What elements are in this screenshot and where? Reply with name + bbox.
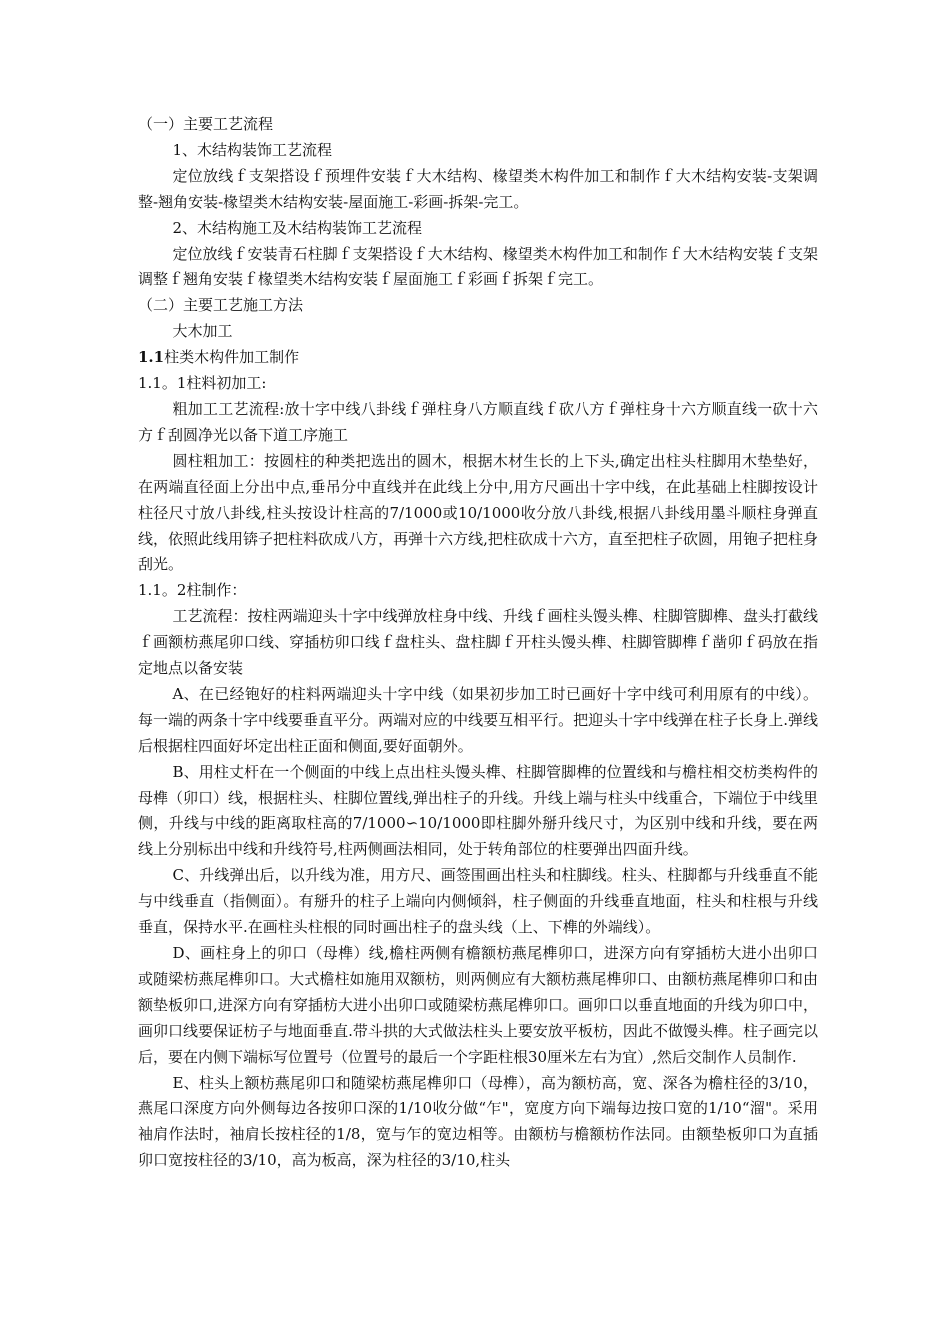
heading-number: 1.1 [138,348,165,367]
subheading-wood-decoration-process: 1、木结构装饰工艺流程 [172,140,333,159]
paragraph-step-d: D、画柱身上的卯口（母榫）线,檐柱两侧有檐额枋燕尾榫卯口，进深方向有穿插枋大进小出卯口或随梁枋燕尾榫卯口。大式檐柱如施用双额枋，则两侧应有大额枋燕尾榫卯口、由额枋燕尾榫卯口和由额垫板卯口,进深方向有穿插枋大进小出卯口或随梁枋燕尾榫卯口。画卯口以垂直地面的升线为卯口中，画卯口线要保证枋子与地面垂直.带斗拱的大式做法柱头上要安放平板枋，因此不做馒头榫。柱子画完以后，要在内侧下端标写位置号（位置号的最后一个字距柱根30厘米左右为宜）,然后交制作人员制作. [138,944,818,1066]
paragraph-column-process-flow: 工艺流程：按柱两端迎头十字中线弹放柱身中线、升线ｆ画柱头馒头榫、柱脚管脚榫、盘头打截线ｆ画额枋燕尾卯口线、穿插枋卯口线ｆ盘柱头、盘柱脚ｆ开柱头馒头榫、柱脚管脚榫ｆ凿卯ｆ码放在指定地点以备安装 [138,607,818,678]
document-body [138,112,818,1174]
paragraph-rough-process-flow: 粗加工工艺流程:放十字中线八卦线ｆ弹柱身八方顺直线ｆ砍八方ｆ弹柱身十六方顺直线一砍十六方ｆ刮圆净光以备下道工序施工 [138,399,818,444]
section-heading-process: （一）主要工艺流程 [138,115,274,133]
paragraph-wood-construction-steps: 定位放线ｆ安装青石柱脚ｆ支架搭设ｆ大木结构、椽望类木构件加工和制作ｆ大木结构安装ｆ支架调整ｆ翘角安装ｆ椽望类木结构安装ｆ屋面施工ｆ彩画ｆ拆架ｆ完工。 [138,244,818,289]
subheading-column-rough-processing: 1.1。1柱料初加工: [138,374,267,393]
subheading-timber-processing: 大木加工 [172,322,233,341]
paragraph-step-a: A、在已经铇好的柱料两端迎头十字中线（如果初步加工时已画好十字中线可利用原有的中线）。每一端的两条十字中线要垂直平分。两端对应的中线要互相平行。把迎头十字中线弹在柱子长身上.弹线后根据柱四面好坏定出柱正面和侧面,要好面朝外。 [138,684,818,755]
paragraph-round-column-rough: 圆柱粗加工：按圆柱的种类把选出的圆木，根据木材生长的上下头,确定出柱头柱脚用木垫垫好，在两端直径面上分出中点,垂吊分中直线并在此线上分中,用方尺画出十字中线，在此基础上柱脚按设计柱径尺寸放八卦线,柱头按设计柱高的7/1000或10/1000收分放八卦线,根据八卦线用墨斗顺柱身弹直线，依照此线用锛子把柱料砍成八方，再弹十六方线,把柱砍成十六方，直至把柱子砍圆，用铇子把柱身刮光。 [138,451,818,574]
heading-text: 柱类木构件加工制作 [164,348,300,367]
heading-column-fabrication [138,345,818,371]
subheading-wood-construction-process: 2、木结构施工及木结构装饰工艺流程 [172,218,423,237]
paragraph-step-b: B、用柱丈杆在一个侧面的中线上点出柱头馒头榫、柱脚管脚榫的位置线和与檐柱相交枋类构件的母榫（卯口）线，根据柱头、柱脚位置线,弹出柱子的升线。升线上端与柱头中线重合，下端位于中线里侧，升线与中线的距离取柱高的7/1000∽10/1000即柱脚外掰升线尺寸，为区别中线和升线，要在两线上分别标出中线和升线符号,柱两侧画法相同，处于转角部位的柱要弹出四面升线。 [138,762,818,859]
subheading-column-making: 1.1。2柱制作： [138,581,247,600]
paragraph-step-e: E、柱头上额枋燕尾卯口和随梁枋燕尾榫卯口（母榫），高为额枋高，宽、深各为檐柱径的3/10，燕尾口深度方向外侧每边各按卯口深的1/10收分做“乍"，宽度方向下端每边按口宽的1/10“溜"。采用袖肩作法时，袖肩长按柱径的1/8，宽与乍的宽边相等。由额枋与檐额枋作法同。由额垫板卯口为直插卯口宽按柱径的3/10，高为板高，深为柱径的3/10,柱头 [138,1073,818,1170]
paragraph-wood-decoration-steps: 定位放线ｆ支架搭设ｆ预埋件安装ｆ大木结构、椽望类木构件加工和制作ｆ大木结构安装-支架调整-翘角安装-椽望类木结构安装-屋面施工-彩画-拆架-完工。 [138,166,818,211]
paragraph-step-c: C、升线弹出后，以升线为准，用方尺、画签围画出柱头和柱脚线。柱头、柱脚都与升线垂直不能与中线垂直（指侧面）。有掰升的柱子上端向内侧倾斜，柱子侧面的升线垂直地面，柱头和柱根与升线垂直，保持水平.在画柱头柱根的同时画出柱子的盘头线（上、下榫的外端线）。 [138,866,818,937]
section-heading-methods: （二）主要工艺施工方法 [138,296,304,315]
